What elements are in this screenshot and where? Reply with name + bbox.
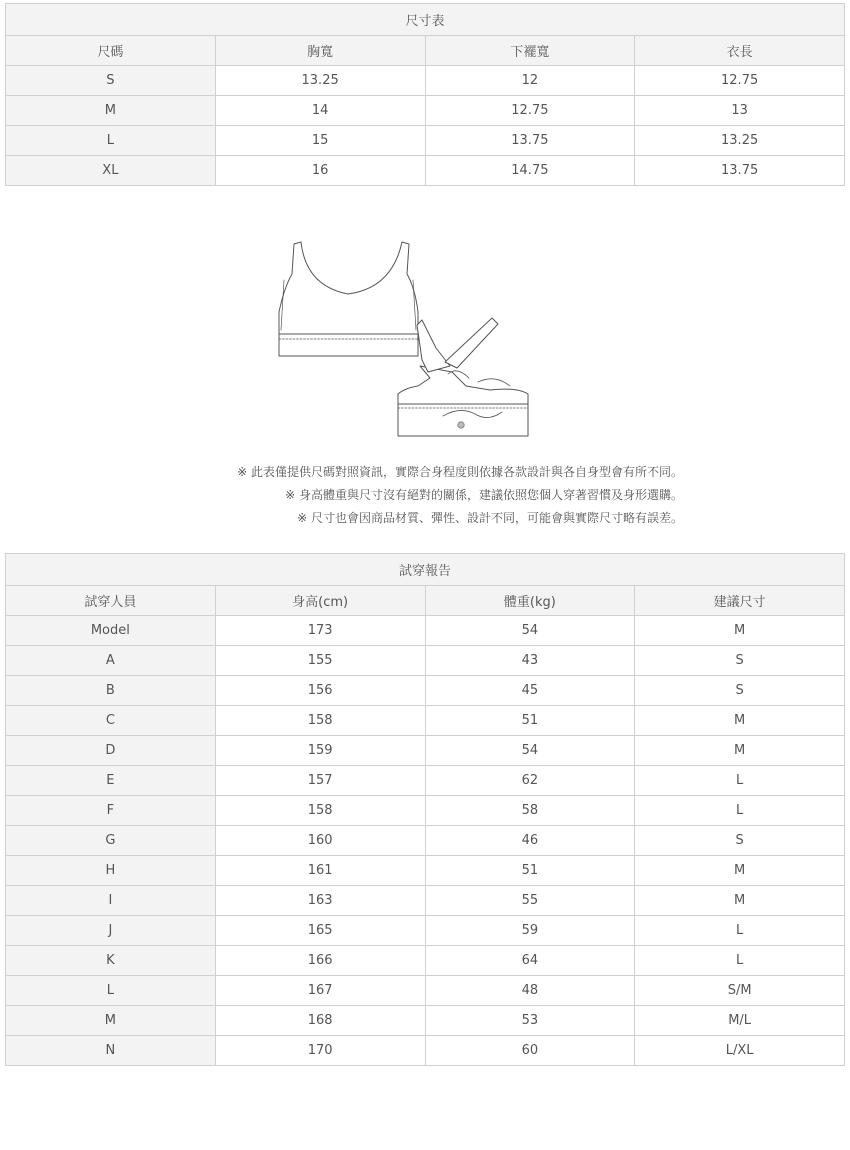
table-cell: F — [6, 796, 216, 826]
size-notes — [237, 461, 683, 530]
table-cell: 54 — [425, 616, 635, 646]
table-cell: 60 — [425, 1036, 635, 1066]
size-table-body — [6, 66, 845, 186]
table-cell: S — [635, 646, 845, 676]
size-note: ※ 尺寸也會因商品材質、彈性、設計不同，可能會與實際尺寸略有誤差。 — [297, 511, 683, 525]
table-row — [6, 706, 845, 736]
size-table-title: 尺寸表 — [6, 4, 845, 36]
table-cell: S — [635, 676, 845, 706]
fit-col-height: 身高(cm) — [215, 586, 425, 616]
table-cell: 155 — [215, 646, 425, 676]
table-cell: L — [635, 946, 845, 976]
size-col-size: 尺碼 — [6, 36, 216, 66]
table-cell: M — [635, 856, 845, 886]
table-cell: 166 — [215, 946, 425, 976]
table-cell: M — [635, 706, 845, 736]
table-cell: 158 — [215, 796, 425, 826]
table-cell: 59 — [425, 916, 635, 946]
table-cell: 46 — [425, 826, 635, 856]
fit-report-caption-row — [6, 554, 845, 586]
table-cell: S — [635, 826, 845, 856]
fit-report-body — [6, 616, 845, 1066]
table-cell: 13.75 — [425, 126, 635, 156]
table-row — [6, 826, 845, 856]
table-cell: 12 — [425, 66, 635, 96]
table-cell: 51 — [425, 856, 635, 886]
table-cell: Model — [6, 616, 216, 646]
table-cell: L — [6, 976, 216, 1006]
table-cell: I — [6, 886, 216, 916]
table-cell: 53 — [425, 1006, 635, 1036]
table-cell: 13.75 — [635, 156, 845, 186]
table-cell: 13.25 — [215, 66, 425, 96]
table-cell: 15 — [215, 126, 425, 156]
table-cell: S — [6, 66, 216, 96]
table-cell: H — [6, 856, 216, 886]
table-row — [6, 616, 845, 646]
table-cell: 156 — [215, 676, 425, 706]
table-cell: 170 — [215, 1036, 425, 1066]
table-row — [6, 916, 845, 946]
table-cell: 165 — [215, 916, 425, 946]
fit-report-header-row — [6, 586, 845, 616]
size-col-length: 衣長 — [635, 36, 845, 66]
table-cell: M — [6, 96, 216, 126]
table-cell: S/M — [635, 976, 845, 1006]
table-row — [6, 646, 845, 676]
size-note: ※ 此表僅提供尺碼對照資訊，實際合身程度則依據各款設計與各自身型會有所不同。 — [237, 465, 683, 479]
table-row — [6, 156, 845, 186]
size-table — [5, 3, 845, 186]
table-row — [6, 1006, 845, 1036]
table-row — [6, 96, 845, 126]
table-cell: D — [6, 736, 216, 766]
table-cell: E — [6, 766, 216, 796]
table-cell: B — [6, 676, 216, 706]
table-row — [6, 676, 845, 706]
table-cell: 12.75 — [635, 66, 845, 96]
table-row — [6, 766, 845, 796]
size-note: ※ 身高體重與尺寸沒有絕對的關係，建議依照您個人穿著習慣及身形選購。 — [285, 488, 683, 502]
table-cell: 161 — [215, 856, 425, 886]
table-cell: 62 — [425, 766, 635, 796]
table-cell: N — [6, 1036, 216, 1066]
table-cell: 12.75 — [425, 96, 635, 126]
table-cell: L — [635, 916, 845, 946]
table-cell: 168 — [215, 1006, 425, 1036]
table-cell: C — [6, 706, 216, 736]
table-cell: 163 — [215, 886, 425, 916]
table-row — [6, 126, 845, 156]
table-cell: 167 — [215, 976, 425, 1006]
table-cell: 54 — [425, 736, 635, 766]
table-cell: K — [6, 946, 216, 976]
table-cell: M — [635, 736, 845, 766]
table-cell: 55 — [425, 886, 635, 916]
size-col-hem: 下襬寬 — [425, 36, 635, 66]
table-cell: L — [635, 766, 845, 796]
table-cell: 173 — [215, 616, 425, 646]
fit-col-weight: 體重(kg) — [425, 586, 635, 616]
table-cell: 64 — [425, 946, 635, 976]
fit-col-recommended-size: 建議尺寸 — [635, 586, 845, 616]
table-cell: J — [6, 916, 216, 946]
bra-front-view-icon — [279, 242, 418, 356]
table-row — [6, 66, 845, 96]
table-cell: 45 — [425, 676, 635, 706]
table-cell: 13 — [635, 96, 845, 126]
table-cell: 51 — [425, 706, 635, 736]
table-cell: 13.25 — [635, 126, 845, 156]
fit-col-tester: 試穿人員 — [6, 586, 216, 616]
table-row — [6, 1036, 845, 1066]
size-table-header-row — [6, 36, 845, 66]
table-row — [6, 856, 845, 886]
table-cell: L — [635, 796, 845, 826]
size-table-caption-row — [6, 4, 845, 36]
table-cell: 48 — [425, 976, 635, 1006]
size-col-chest: 胸寬 — [215, 36, 425, 66]
table-cell: G — [6, 826, 216, 856]
table-cell: M/L — [635, 1006, 845, 1036]
table-cell: 160 — [215, 826, 425, 856]
table-row — [6, 886, 845, 916]
table-cell: 43 — [425, 646, 635, 676]
table-row — [6, 946, 845, 976]
table-cell: XL — [6, 156, 216, 186]
table-cell: M — [635, 886, 845, 916]
sports-bra-diagram-icon — [270, 236, 540, 442]
table-cell: 157 — [215, 766, 425, 796]
table-row — [6, 976, 845, 1006]
fit-report-title: 試穿報告 — [6, 554, 845, 586]
table-cell: 14.75 — [425, 156, 635, 186]
table-cell: 158 — [215, 706, 425, 736]
table-cell: L — [6, 126, 216, 156]
table-cell: L/XL — [635, 1036, 845, 1066]
table-cell: 16 — [215, 156, 425, 186]
fit-report-table — [5, 553, 845, 1066]
table-cell: A — [6, 646, 216, 676]
table-row — [6, 736, 845, 766]
table-cell: 159 — [215, 736, 425, 766]
table-row — [6, 796, 845, 826]
table-cell: M — [6, 1006, 216, 1036]
table-cell: M — [635, 616, 845, 646]
table-cell: 58 — [425, 796, 635, 826]
table-cell: 14 — [215, 96, 425, 126]
